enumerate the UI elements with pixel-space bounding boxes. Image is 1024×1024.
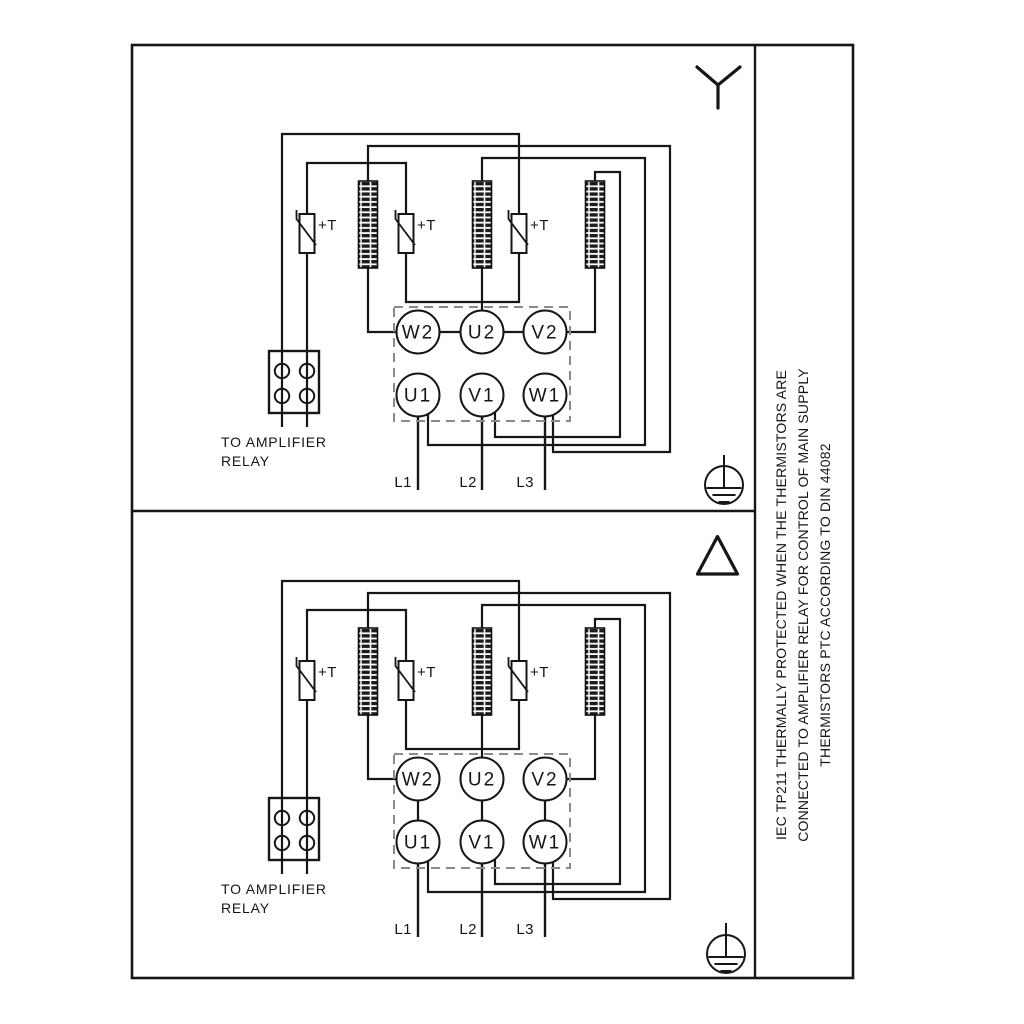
supply-label-l2: L2 [459, 921, 477, 938]
thermistor-label: +T [530, 664, 549, 681]
thermistor-label: +T [530, 217, 549, 234]
terminal-v1-label: V1 [468, 832, 496, 854]
terminal-w2-label: W2 [401, 322, 435, 344]
terminal-u1-label: U1 [403, 832, 433, 854]
terminal-w2-label: W2 [401, 769, 435, 791]
winding-coil [473, 628, 492, 715]
terminal-u2-label: U2 [467, 769, 497, 791]
supply-label-l3: L3 [516, 921, 534, 938]
terminal-w1-label: W1 [528, 385, 562, 407]
relay-caption-line1: TO AMPLIFIER [221, 434, 327, 450]
winding-coil [586, 181, 605, 268]
side-note-line1: IEC TP211 THERMALLY PROTECTED WHEN THE THERMISTORS ARE [773, 369, 789, 841]
side-note-line3: THERMISTORS PTC ACCORDING TO DIN 44082 [817, 443, 833, 767]
terminal-w1-label: W1 [528, 832, 562, 854]
terminal-u2-label: U2 [467, 322, 497, 344]
terminal-v1-label: V1 [468, 385, 496, 407]
thermistor-label: +T [318, 217, 337, 234]
supply-label-l3: L3 [516, 474, 534, 491]
thermistor-label: +T [417, 217, 436, 234]
terminal-v2-label: V2 [531, 769, 559, 791]
supply-label-l2: L2 [459, 474, 477, 491]
side-note-line2: CONNECTED TO AMPLIFIER RELAY FOR CONTROL OF MAIN SUPPLY [795, 368, 811, 842]
terminal-v2-label: V2 [531, 322, 559, 344]
thermistor-label: +T [318, 664, 337, 681]
winding-coil [586, 628, 605, 715]
terminal-u1-label: U1 [403, 385, 433, 407]
relay-caption-line1: TO AMPLIFIER [221, 881, 327, 897]
relay-caption-line2: RELAY [221, 900, 270, 916]
supply-label-l1: L1 [394, 921, 412, 938]
winding-coil [473, 181, 492, 268]
relay-caption-line2: RELAY [221, 453, 270, 469]
winding-coil [359, 181, 378, 268]
supply-label-l1: L1 [394, 474, 412, 491]
winding-coil [359, 628, 378, 715]
thermistor-label: +T [417, 664, 436, 681]
